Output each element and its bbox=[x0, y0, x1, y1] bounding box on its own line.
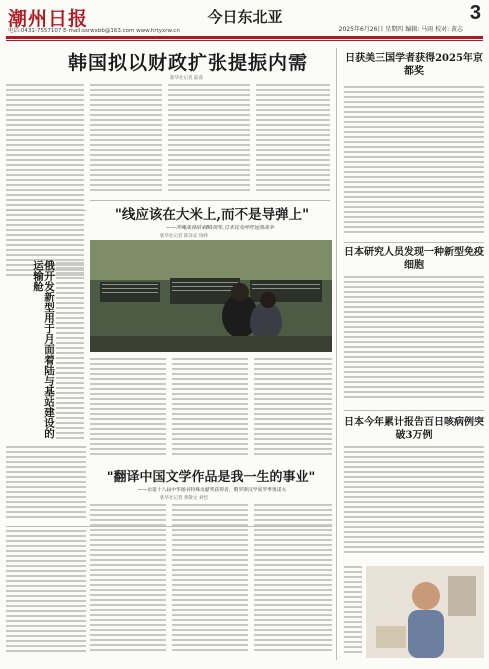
bottom-story-intro bbox=[6, 530, 86, 658]
right-column-rule bbox=[336, 48, 337, 660]
photo-story-col-2 bbox=[172, 358, 248, 458]
side-story-text bbox=[56, 262, 84, 442]
side-headline: 俄开发新型用于月面着陆与基站建设的运输舱 bbox=[32, 260, 55, 439]
masthead bbox=[0, 0, 489, 44]
main-col-1 bbox=[6, 84, 84, 280]
photo-story-col-1 bbox=[90, 358, 166, 458]
photo-story-col-3 bbox=[254, 358, 332, 458]
bottom-story-col-2 bbox=[172, 504, 248, 658]
bottom-story-col-1 bbox=[90, 504, 166, 658]
editor-line: 编辑: 马雨 校对: 黄志 bbox=[405, 26, 463, 33]
masthead-rule-thin bbox=[6, 40, 483, 41]
bottom-story-byline: 新华社记者 黄敬文 刘恺 bbox=[160, 496, 208, 501]
main-col-4 bbox=[256, 84, 330, 194]
right-mid-headline: 日本研究人员发现一种新型免疫细胞 bbox=[344, 247, 484, 271]
photo-story-byline: 新华社记者 陈泽安 钱峥 bbox=[160, 234, 208, 239]
date: 2025年6月26日 星期四 bbox=[338, 26, 404, 33]
right-bottom-text bbox=[344, 446, 484, 556]
page-number: 3 bbox=[469, 2, 481, 24]
right-bottom-top-rule bbox=[344, 410, 484, 411]
main-byline: 新华社记者 陆睿 bbox=[170, 76, 203, 81]
bottom-story-subhead: ——访第十八届中华图书特殊贡献奖获得者、俄罗斯汉学家罗季奥诺夫 bbox=[137, 488, 287, 493]
memorial-photo bbox=[90, 240, 332, 352]
right-top-text bbox=[344, 86, 484, 236]
bottom-story-col-3 bbox=[254, 504, 332, 658]
masthead-rule bbox=[6, 36, 483, 39]
main-col-2 bbox=[90, 84, 162, 194]
hotline: 电话:0431-7557107 E-mail:ssrwxbb@163.com www.hrtyxrw.cn bbox=[8, 28, 180, 34]
child-photo-image bbox=[366, 566, 484, 658]
photo-caption-text bbox=[344, 566, 362, 658]
photo-story-headline: "线应该在大米上,而不是导弹上" bbox=[114, 207, 310, 223]
right-mid-top-rule bbox=[344, 242, 484, 243]
section-title: 今日东北亚 bbox=[207, 8, 283, 26]
newspaper-logo: 潮州日报 bbox=[8, 8, 89, 30]
memorial-photo-image bbox=[90, 240, 332, 352]
side-story-top-rule bbox=[6, 210, 86, 211]
bottom-story-headline: "翻译中国文学作品是我一生的事业" bbox=[106, 470, 316, 485]
photo-story-top-rule bbox=[90, 200, 330, 201]
right-top-headline: 日获美三国学者获得2025年京都奖 bbox=[345, 53, 483, 77]
right-bottom-headline: 日本今年累计报告百日咳病例突破3万例 bbox=[344, 417, 484, 441]
photo-story-subhead: ——冲绳战役结束80周年,日本民众呼吁远离战争 bbox=[166, 225, 274, 231]
right-mid-text bbox=[344, 276, 484, 400]
side-story-continued bbox=[6, 446, 86, 522]
date-line bbox=[339, 24, 463, 33]
main-col-3 bbox=[168, 84, 250, 194]
right-bottom-photo bbox=[366, 566, 484, 658]
main-headline: 韩国拟以财政扩张提振内需 bbox=[67, 52, 308, 74]
